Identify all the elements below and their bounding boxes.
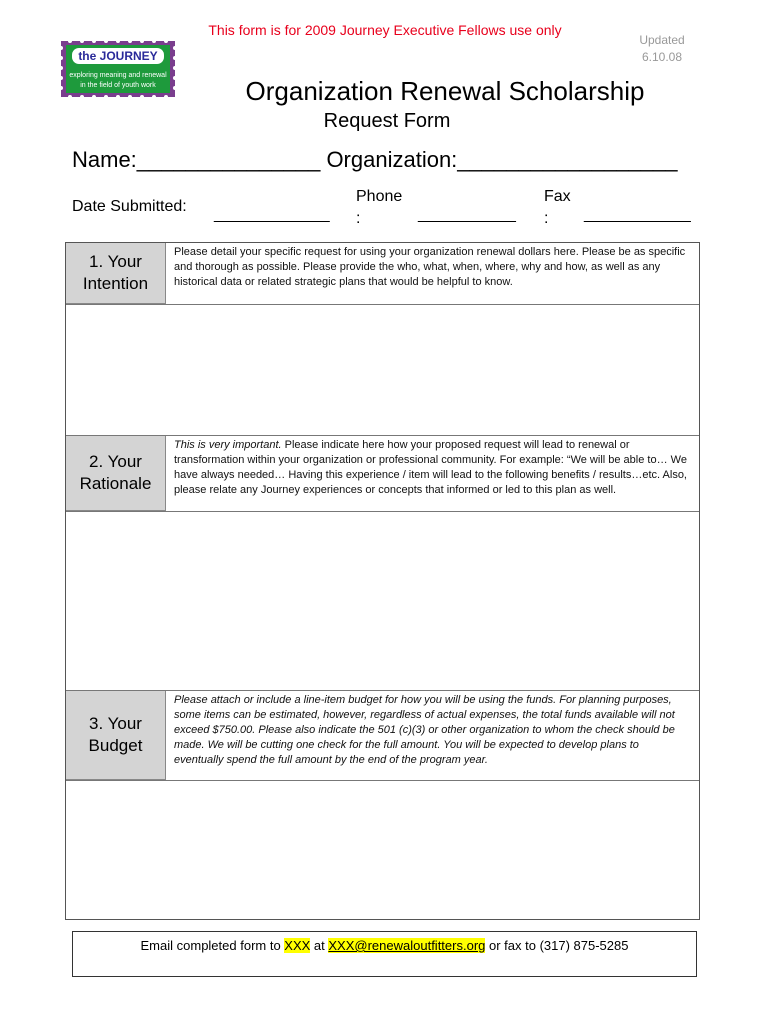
name-organization-field[interactable]: Name:_______________ Organization:__________________ — [72, 147, 678, 172]
section-title: Intention — [82, 274, 149, 293]
footer-prefix: Email completed form to — [140, 938, 285, 953]
logo-brand: the JOURNEY — [72, 48, 163, 64]
logo-tagline-2: in the field of youth work — [80, 82, 156, 89]
section-rationale-instructions — [174, 438, 689, 498]
fax-label — [544, 186, 571, 230]
request-form-table — [65, 242, 700, 920]
footer-at: at — [310, 938, 329, 953]
page-subtitle: Request Form — [323, 110, 451, 132]
section-intention-label — [66, 243, 166, 304]
logo-tagline-1: exploring meaning and renewal — [69, 72, 167, 79]
section-number: 2. Your — [89, 452, 142, 471]
updated-stamp — [610, 32, 714, 66]
rationale-response-area[interactable] — [66, 512, 699, 690]
section-title: Budget — [88, 736, 143, 755]
footer-email-link[interactable]: XXX@renewaloutfitters.org — [328, 938, 486, 953]
instruction-body: Please indicate here how your proposed request will lead to renewal or transformation within your organization or professional community. For example: “We will be able to… We have always needed… Having this experience / item will lead to the following benefits / results…etc. Also, please relate any Journey experiences or concepts that informed or led to this plan as well. — [174, 439, 687, 496]
updated-label: Updated — [639, 33, 685, 47]
footer-name-placeholder: XXX — [284, 938, 311, 953]
phone-label — [356, 186, 402, 230]
page-title: Organization Renewal Scholarship — [245, 76, 645, 106]
section-number: 1. Your — [89, 252, 142, 271]
section-title: Rationale — [79, 474, 152, 493]
date-submitted-label: Date Submitted: — [72, 198, 187, 215]
section-budget-instructions: Please attach or include a line-item budget for how you will be using the funds. For planning purposes, some items can be estimated, however, regardless of actual expenses, the total funds available will not exceed $750.00. Please also indicate the 501 (c)(3) or other organization to whom the check should be made. We will be cutting one check for the full amount. You will be expected to develop plans to eventually spend the full amount by the end of the program year. — [174, 694, 675, 766]
phone-label-colon: : — [356, 210, 361, 227]
footer-instructions — [72, 931, 697, 977]
phone-label-text: Phone — [356, 188, 403, 205]
section-budget-label — [66, 691, 166, 780]
fax-label-colon: : — [544, 210, 549, 227]
usage-notice: This form is for 2009 Journey Executive Fellows use only — [208, 22, 562, 38]
budget-response-area[interactable] — [66, 781, 699, 919]
date-submitted-field[interactable]: _____________ — [214, 206, 330, 223]
instruction-emphasis: This is very important. — [174, 439, 282, 451]
section-rationale-label — [66, 436, 166, 511]
phone-field[interactable]: ___________ — [418, 206, 516, 223]
fax-field[interactable]: ____________ — [584, 206, 691, 223]
section-number: 3. Your — [89, 714, 142, 733]
section-intention-instructions: Please detail your specific request for using your organization renewal dollars here. Please be as specific and thorough as possible. Please provide the who, what, when, where, why and how, as well as any historical data or related strategic plans that would be helpful to know. — [174, 246, 686, 288]
intention-response-area[interactable] — [66, 305, 699, 435]
updated-date: 6.10.08 — [641, 50, 683, 64]
footer-suffix: or fax to (317) 875-5285 — [485, 938, 629, 953]
fax-label-text: Fax — [544, 188, 571, 205]
